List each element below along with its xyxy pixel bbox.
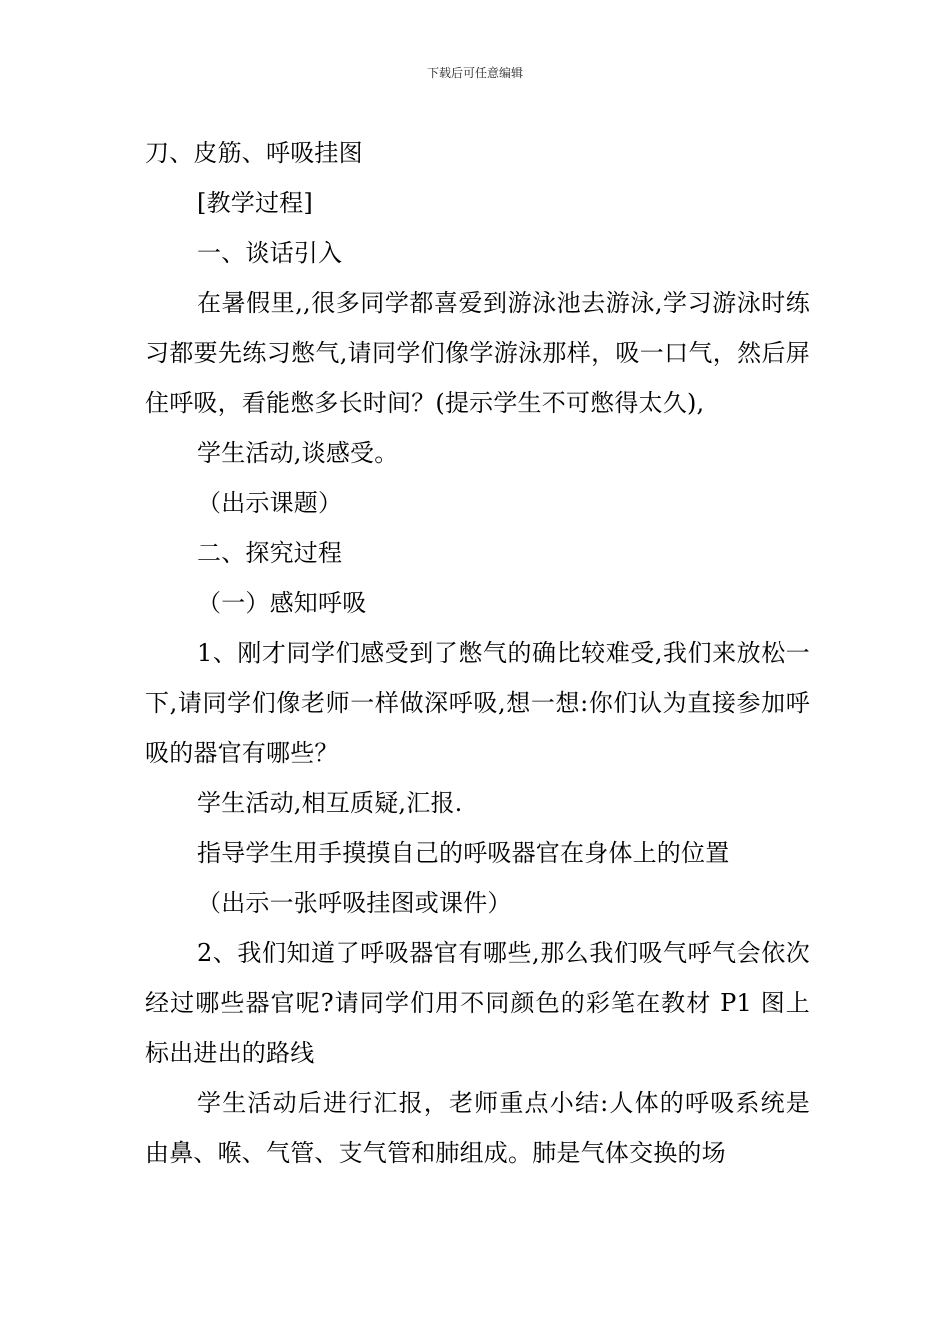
paragraph-step-1: 1、刚才同学们感受到了憋气的确比较难受,我们来放松一下,请同学们像老师一样做深呼吸,想一想:你们认为直接参加呼吸的器官有哪些？ <box>145 639 810 767</box>
paragraph-student-activity-1: 学生活动,谈感受。 <box>197 439 399 467</box>
page-header: 下载后可任意编辑 <box>426 66 523 80</box>
paragraph-guide-students: 指导学生用手摸摸自己的呼吸器官在身体上的位置 <box>197 839 730 867</box>
paragraph-student-activity-2: 学生活动,相互质疑,汇报. <box>197 789 463 817</box>
paragraph-subsection-one-heading: （一）感知呼吸 <box>197 589 367 617</box>
paragraph-show-chart: （出示一张呼吸挂图或课件） <box>197 889 512 917</box>
paragraph-step-2: 2、我们知道了呼吸器官有哪些,那么我们吸气呼气会依次经过哪些器官呢?请同学们用不同颜色的彩笔在教材 P1 图上标出进出的路线 <box>145 939 810 1067</box>
paragraph-section-one-heading: 一、谈话引入 <box>197 239 343 267</box>
document-body <box>145 128 810 1178</box>
paragraph-section-two-heading: 二、探究过程 <box>197 539 343 567</box>
paragraph-materials: 刀、皮筋、呼吸挂图 <box>145 139 363 167</box>
paragraph-show-title: （出示课题） <box>197 489 343 517</box>
paragraph-intro-swimming: 在暑假里,,很多同学都喜爱到游泳池去游泳,学习游泳时练习都要先练习憋气,请同学们像学游泳那样，吸一口气，然后屏住呼吸，看能憋多长时间？(提示学生不可憋得太久), <box>145 289 810 417</box>
paragraph-summary: 学生活动后进行汇报，老师重点小结:人体的呼吸系统是由鼻、喉、气管、支气管和肺组成。肺是气体交换的场 <box>145 1089 810 1167</box>
paragraph-teaching-process-heading: [教学过程] <box>197 189 313 217</box>
